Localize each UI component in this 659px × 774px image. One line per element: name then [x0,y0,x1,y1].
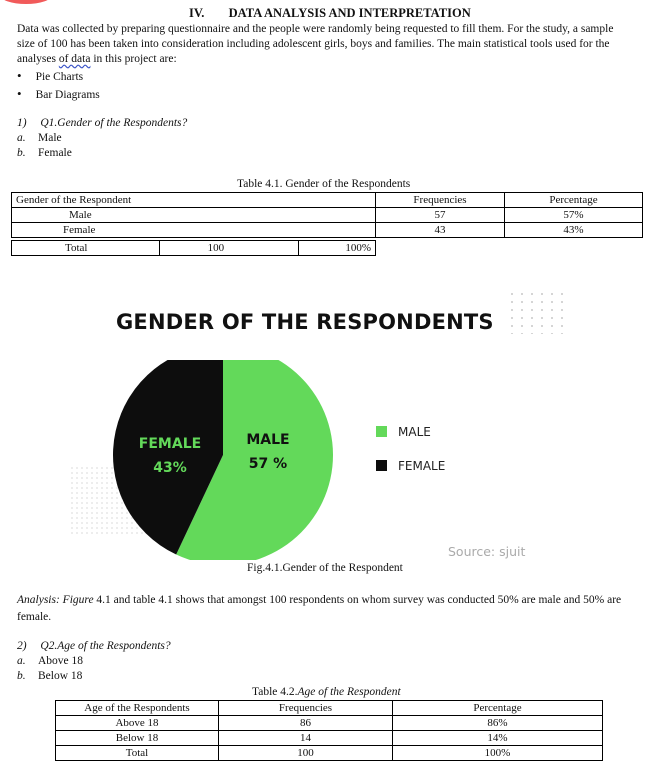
table-cell: 100 [159,241,299,256]
option-letter: a. [17,132,26,144]
caption-text: Age of the Respondent [297,686,401,698]
legend-label-male: MALE [398,425,431,439]
chart-legend [376,425,445,473]
table-cell: 43 [376,223,505,238]
bullet-label: Bar Diagrams [35,89,100,101]
question-number: 1) [17,117,27,129]
option-text: Above 18 [38,655,84,667]
table-header-cell: Percentage [393,701,603,716]
table-header-cell: Frequencies [219,701,393,716]
gender-table-total [11,240,376,256]
intro-line [17,52,647,67]
legend-swatch-female [376,460,387,471]
table-header-cell: Percentage [505,193,643,208]
pie-chart [60,360,580,560]
chart-title: GENDER OF THE RESPONDENTS [116,310,494,334]
option-letter: a. [17,655,26,667]
table-total-row [12,241,376,256]
table-cell: Total [12,241,160,256]
intro-line: Data was collected by preparing questionnaire and the people were randomly being requested to fill them. For the study, a sample [17,23,614,35]
section-heading [189,6,471,21]
question-1 [17,116,187,131]
table-cell: 100% [393,746,603,761]
bullet-item [17,86,100,103]
question-text: Q2.Age of the Respondents? [40,640,171,652]
table-row [12,223,643,238]
table-cell: 14% [393,731,603,746]
option-text: Below 18 [38,670,83,682]
table-row [12,208,643,223]
analysis-text: 4.1 and table 4.1 shows that amongst 100 respondents on whom survey was conducted 50% are male and 50% are [93,594,622,606]
section-title: DATA ANALYSIS AND INTERPRETATION [228,6,471,20]
question-2-option [17,654,83,669]
question-text: Q1.Gender of the Respondents? [40,117,188,129]
table-cell: 43% [505,223,643,238]
pie-value-male: 57 % [248,456,288,472]
age-table [55,700,603,761]
option-letter: b. [17,670,26,682]
pie-label-male: MALE [246,432,290,448]
question-number: 2) [17,640,27,652]
figure-caption: Fig.4.1.Gender of the Respondent [247,562,403,574]
option-text: Male [38,132,62,144]
analysis-paragraph [17,593,647,625]
intro-text: in this project are: [90,53,177,65]
table-cell: 100 [219,746,393,761]
table-cell: Below 18 [56,731,219,746]
option-text: Female [38,147,72,159]
decorative-shape [0,0,52,4]
bullet-item [17,68,100,85]
legend-swatch-male [376,426,387,437]
analysis-label: Analysis: Figure [17,594,94,606]
option-letter: b. [17,147,26,159]
table-header-row [12,193,643,208]
gender-table [11,192,643,238]
intro-text: analyses [17,53,59,65]
table-row [56,746,603,761]
legend-label-female: FEMALE [398,459,446,473]
table-cell: Male [12,208,376,223]
table-cell: 100% [299,241,376,256]
bullet-icon: • [17,68,22,83]
question-1-option [17,131,62,146]
question-1-option [17,146,72,161]
decorative-dot-grid [508,290,568,334]
chart-source: Source: sjuit [448,544,526,559]
spellcheck-underline-text: of data [58,53,91,65]
table-caption: Table 4.1. Gender of the Respondents [237,178,411,190]
table-header-cell: Gender of the Respondent [12,193,376,208]
pie-slices [113,360,333,560]
table-caption [252,685,401,700]
table-cell: 57 [376,208,505,223]
table-cell: 14 [219,731,393,746]
table-cell: Total [56,746,219,761]
table-row [56,731,603,746]
intro-line: size of 100 has been taken into consideration including adolescent girls, boys and families. The main statistical tools used for the [17,38,610,50]
table-cell: 86 [219,716,393,731]
table-header-cell: Frequencies [376,193,505,208]
section-numeral: IV. [189,6,205,20]
question-2-option [17,669,82,684]
bullet-icon: • [17,86,22,101]
table-cell: Female [12,223,376,238]
analysis-line: female. [17,611,52,623]
question-2 [17,639,171,654]
analysis-line [17,593,647,608]
table-cell: Above 18 [56,716,219,731]
pie-label-female: FEMALE [138,436,202,452]
table-header-cell: Age of the Respondents [56,701,219,716]
pie-value-female: 43% [153,460,187,476]
caption-text: Table 4.2. [252,686,298,698]
intro-paragraph [17,22,647,67]
table-header-row [56,701,603,716]
table-cell: 57% [505,208,643,223]
table-cell: 86% [393,716,603,731]
table-row [56,716,603,731]
bullet-list [17,68,100,103]
bullet-label: Pie Charts [35,71,84,83]
